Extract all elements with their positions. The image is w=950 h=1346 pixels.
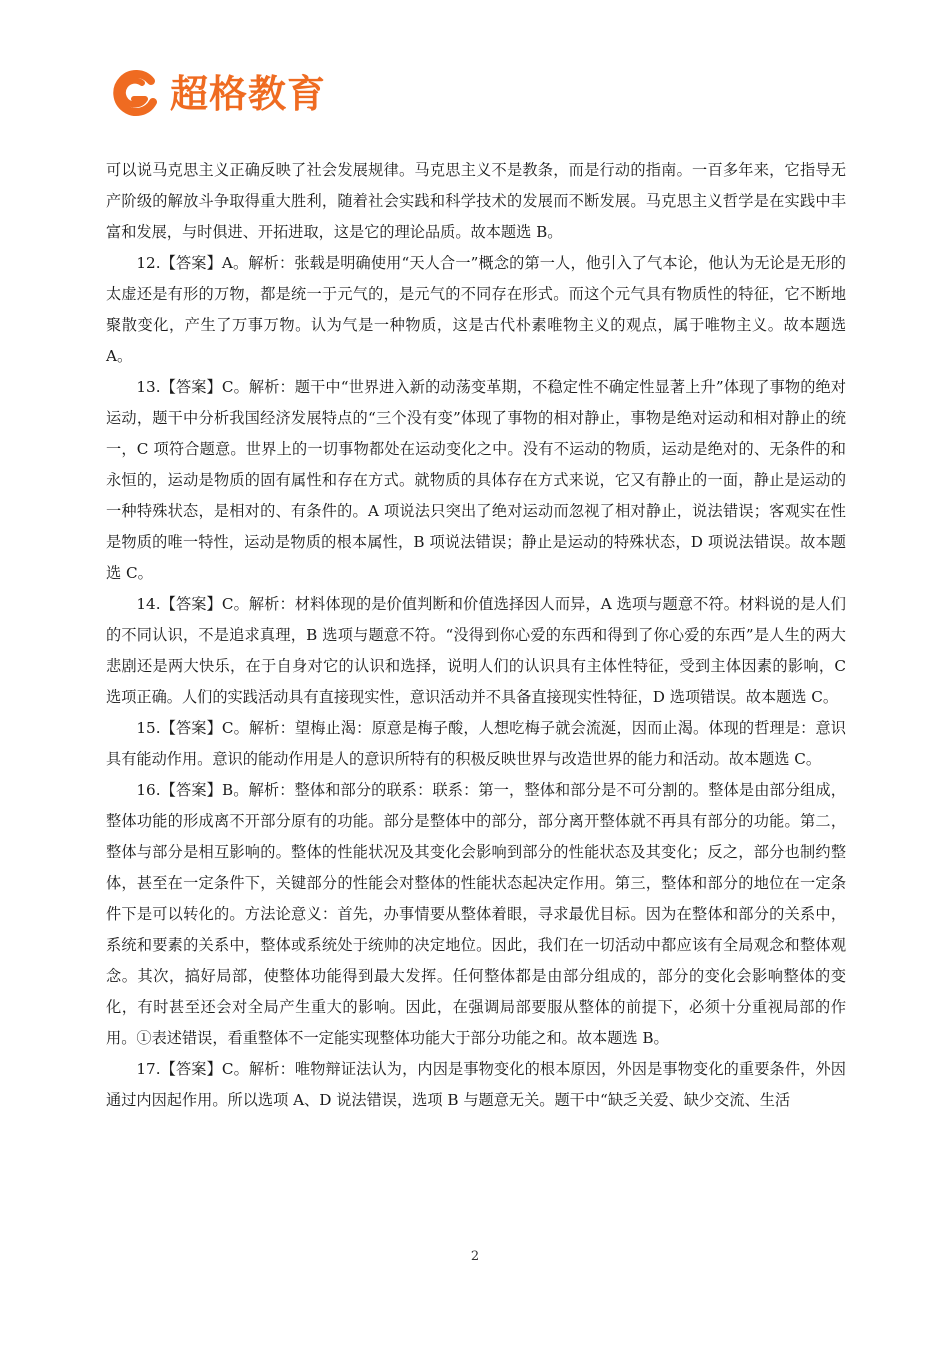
answer-17: 17.【答案】C。解析：唯物辩证法认为，内因是事物变化的根本原因，外因是事物变化的重要条件，外因通过内因起作用。所以选项 A、D 说法错误，选项 B 与题意无关。题干中“缺乏关爱、缺少交流、生活 [106, 1060, 846, 1109]
paragraph-continued: 可以说马克思主义正确反映了社会发展规律。马克思主义不是教条，而是行动的指南。一百多年来，它指导无产阶级的解放斗争取得重大胜利，随着社会实践和科学技术的发展而不断发展。马克思主义哲学是在实践中丰富和发展，与时俱进、开拓进取，这是它的理论品质。故本题选 B。 [106, 161, 846, 241]
document-body [106, 155, 846, 1116]
answer-12: 12.【答案】A。解析：张载是明确使用“天人合一”概念的第一人，他引入了气本论，他认为无论是无形的太虚还是有形的万物，都是统一于元气的，是元气的不同存在形式。而这个元气具有物质性的特征，它不断地聚散变化，产生了万事万物。认为气是一种物质，这是古代朴素唯物主义的观点，属于唯物主义。故本题选 A。 [106, 254, 846, 365]
answer-14: 14.【答案】C。解析：材料体现的是价值判断和价值选择因人而异，A 选项与题意不符。材料说的是人们的不同认识，不是追求真理，B 选项与题意不符。“没得到你心爱的东西和得到了你心爱的东西”是人生的两大悲剧还是两大快乐，在于自身对它的认识和选择，说明人们的认识具有主体性特征，受到主体因素的影响，C 选项正确。人们的实践活动具有直接现实性，意识活动并不具备直接现实性特征，D 选项错误。故本题选 C。 [106, 595, 846, 706]
brand-name: 超格教育 [170, 72, 327, 116]
answer-16: 16.【答案】B。解析：整体和部分的联系：联系：第一，整体和部分是不可分割的。整体是由部分组成，整体功能的形成离不开部分原有的功能。部分是整体中的部分，部分离开整体就不再具有部分的功能。第二，整体与部分是相互影响的。整体的性能状况及其变化会影响到部分的性能状态及其变化；反之，部分也制约整体，甚至在一定条件下，关键部分的性能会对整体的性能状态起决定作用。第三，整体和部分的地位在一定条件下是可以转化的。方法论意义：首先，办事情要从整体着眼，寻求最优目标。因为在整体和部分的关系中，系统和要素的关系中，整体或系统处于统帅的决定地位。因此，我们在一切活动中都应该有全局观念和整体观念。其次，搞好局部，使整体功能得到最大发挥。任何整体都是由部分组成的，部分的变化会影响整体的变化，有时甚至还会对全局产生重大的影响。因此，在强调局部要服从整体的前提下，必须十分重视局部的作用。①表述错误，看重整体不一定能实现整体功能大于部分功能之和。故本题选 B。 [106, 781, 846, 1047]
header [106, 62, 326, 126]
page-number: 2 [470, 1249, 480, 1264]
answer-13: 13.【答案】C。解析：题干中“世界进入新的动荡变革期，不稳定性不确定性显著上升”体现了事物的绝对运动，题干中分析我国经济发展特点的“三个没有变”体现了事物的相对静止，事物是绝对运动和相对静止的统一，C 项符合题意。世界上的一切事物都处在运动变化之中。没有不运动的物质，运动是绝对的、无条件的和永恒的，运动是物质的固有属性和存在方式。就物质的具体存在方式来说，它又有静止的一面，静止是运动的一种特殊状态，是相对的、有条件的。A 项说法只突出了绝对运动而忽视了相对静止，说法错误；客观实在性是物质的唯一特性，运动是物质的根本属性，B 项说法错误；静止是运动的特殊状态，D 项说法错误。故本题选 C。 [106, 378, 846, 582]
brand-logo-icon [106, 66, 162, 122]
answer-15: 15.【答案】C。解析：望梅止渴：原意是梅子酸，人想吃梅子就会流涎，因而止渴。体现的哲理是：意识具有能动作用。意识的能动作用是人的意识所特有的积极反映世界与改造世界的能力和活动。故本题选 C。 [106, 719, 846, 768]
